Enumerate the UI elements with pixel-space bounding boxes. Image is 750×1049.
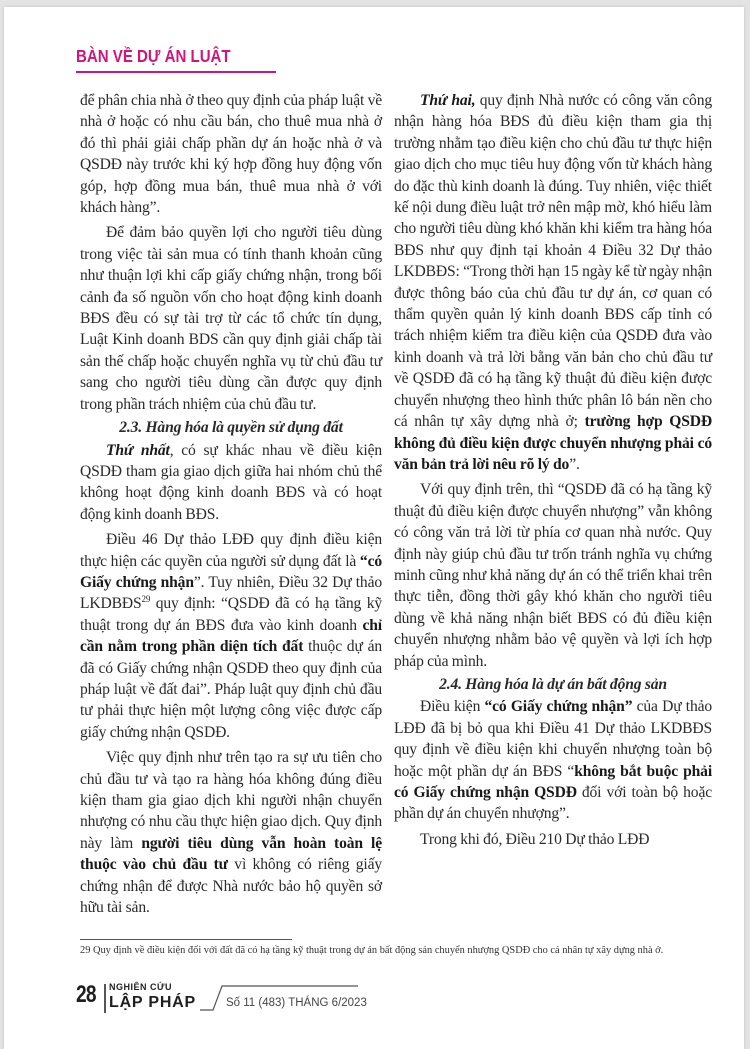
- paragraph-text: quy định Nhà nước có công văn công nhận hàng hóa BĐS đủ điều kiện tham gia thị trường nhằm tạo điều kiện cho chủ đầu tư thực hiện giao dịch cho mục tiêu huy động vốn từ khách hàng do đặc thù kinh doanh là đúng. Tuy nhiên, việc thiết kế nội dung điều luật trở nên mập mờ, khó hiểu làm cho người tiêu dùng khó khăn khi kiểm tra hàng hóa BĐS như quy định tại khoản 4 Điều 32 Dự thảo LKDBĐS: “Trong thời hạn 15 ngày kể từ ngày nhận được thông báo của chủ đầu tư dự án, cơ quan có thẩm quyền quản lý kinh doanh BĐS cấp tỉnh có trách nhiệm kiểm tra điều kiện của QSDĐ đưa vào kinh doanh và trả lời bằng văn bản cho chủ đầu tư về QSDĐ đã có hạ tầng kỹ thuật đủ điều kiện được chuyển nhượng theo hình thức phân lô bán nền cho cá nhân tự xây dựng nhà ở;: [394, 92, 712, 431]
- footnote-divider: [80, 939, 292, 940]
- footnote: 29 Quy định về điều kiện đối với đất đã có hạ tầng kỹ thuật trong dự án bất động sản chuyển nhượng QSDĐ cho cá nhân tự xây dựng nhà ở.: [80, 945, 664, 956]
- paragraph-text: vì không có riêng giấy chứng nhận để được Nhà nước bảo hộ quyền sở hữu tài sản.: [80, 856, 383, 917]
- paragraph: [80, 90, 382, 218]
- header-underline: [76, 71, 276, 73]
- paragraph-text: Để đảm bảo quyền lợi cho người tiêu dùng trong việc tài sản mua có tính thanh khoản cũng như thuận lợi khi cấp giấy chứng nhận, trong bối cảnh đa số nguồn vốn cho hoạt động kinh doanh BĐS đều có sự tài trợ từ các tổ chức tín dụng, Luật Kinh doanh BDS cần quy định giải chấp tài sản thế chấp hoặc chuyển nghĩa vụ từ chủ đầu tư sang cho người tiêu dùng cần được quy định trong phần trách nhiệm của chủ đầu tư.: [80, 224, 382, 413]
- paragraph-text: ”.: [569, 455, 580, 473]
- paragraph-text: , có sự khác nhau về điều kiện QSDĐ tham gia giao dịch giữa hai nhóm chủ thể không hoạt động kinh doanh BĐS và có hoạt động kinh doanh BĐS.: [80, 441, 382, 523]
- journal-name-line1: NGHIÊN CỨU: [109, 982, 172, 992]
- bold-phrase: không bắt buộc phải có Giấy chứng nhận QSDĐ: [394, 762, 712, 801]
- paragraph-text: Điều kiện: [420, 698, 485, 716]
- footer-divider: [104, 984, 106, 1013]
- left-column: [80, 90, 382, 918]
- bold-phrase: trường hợp QSDĐ không đủ điều kiện được chuyển nhượng phải có văn bản trả lời nêu rõ lý do: [394, 413, 713, 473]
- bold-phrase: “có Giấy chứng nhận: [80, 552, 382, 591]
- subheading-2-3: 2.3. Hàng hóa là quyền sử dụng đất: [119, 419, 343, 437]
- paragraph-text: thuộc dự án đã có Giấy chứng nhận QSDĐ theo quy định của pháp luật về đất đai”. Pháp luật quy định chủ đầu tư phải thực hiện một lượng công việc được cấp giấy chứng nhận QSDĐ.: [80, 638, 383, 741]
- lead-phrase: Thứ nhất: [106, 441, 170, 459]
- paragraph-text: Với quy định trên, thì “QSDĐ đã có hạ tầng kỹ thuật đủ điều kiện được chuyển nhượng” vẫn không có công văn trả lời từ phía cơ quan nhà nước. Quy định này giúp chủ đầu tư trốn tránh nghĩa vụ chứng minh cũng như khả năng dự án có thể triển khai trên thực tiễn, đồng thời gây khó khăn cho người tiêu dùng về khả năng nhận biết BĐS có đủ điều kiện chuyển nhượng nhằm bảo vệ quyền và lợi ích hợp pháp của mình.: [394, 481, 712, 670]
- lead-phrase: Thứ hai,: [420, 92, 476, 109]
- paragraph-text: quy định: “QSDĐ đã có hạ tầng kỹ thuật trong dự án BĐS đưa vào kinh doanh: [80, 595, 382, 634]
- paragraph-text: của Dự thảo LĐĐ đã bị bỏ qua khi Điều 41 Dự thảo LKDBĐS quy định về điều kiện khi chuyển nhượng toàn bộ hoặc một phần dự án BĐS “: [394, 698, 713, 780]
- right-column: [394, 90, 712, 850]
- section-title: BÀN VỀ DỰ ÁN LUẬT: [76, 46, 231, 66]
- footnote-ref[interactable]: 29: [141, 594, 151, 605]
- paragraph-text: ”. Tuy nhiên, Điều 32 Dự thảo LKDBĐS: [80, 573, 382, 613]
- document-page: [4, 7, 744, 1049]
- subheading-2-4: 2.4. Hàng hóa là dự án bất động sản: [439, 675, 667, 693]
- paragraph-text: để phân chia nhà ở theo quy định của pháp luật về nhà ở hoặc có nhu cầu bán, cho thuê mua nhà ở đó thì phải giải chấp phần dự án hoặc nhà ở và QSDĐ này trước khi ký hợp đồng huy động vốn góp, hợp đồng mua bán, thuê mua nhà ở với khách hàng”.: [80, 92, 383, 217]
- paragraph-text: Việc quy định như trên tạo ra sự ưu tiên cho chủ đầu tư và tạo ra hàng hóa không đúng điều kiện tham gia giao dịch khi người nhận chuyển nhượng có nhu cầu thực hiện giao dịch. Quy định này làm: [80, 749, 382, 852]
- paragraph-text: Trong khi đó, Điều 210 Dự thảo LĐĐ: [420, 830, 650, 848]
- journal-name-line2: LẬP PHÁP: [109, 994, 197, 1011]
- section-header: [76, 45, 276, 75]
- issue-info: Số 11 (483) THÁNG 6/2023: [226, 997, 367, 1009]
- bold-phrase: người tiêu dùng vẫn hoàn toàn lệ thuộc vào chủ đầu tư: [80, 834, 382, 874]
- paragraph: [80, 529, 382, 743]
- paragraph: [394, 479, 712, 672]
- paragraph: [80, 747, 382, 918]
- bold-phrase: “có Giấy chứng nhận”: [484, 698, 633, 716]
- paragraph: [394, 90, 712, 475]
- paragraph: [394, 829, 712, 850]
- paragraph: [80, 222, 382, 415]
- paragraph: [80, 440, 382, 526]
- bold-phrase: chỉ cần nằm trong phần diện tích đất: [80, 616, 382, 656]
- page-number: 28: [76, 981, 96, 1008]
- paragraph-text: Điều 46 Dự thảo LĐĐ quy định điều kiện thực hiện các quyền của người sử dụng đất là: [80, 531, 382, 570]
- paragraph: [394, 696, 712, 824]
- page-footer: [76, 981, 396, 1021]
- paragraph-text: đối với toàn bộ hoặc phần dự án chuyển nhượng”.: [394, 784, 712, 823]
